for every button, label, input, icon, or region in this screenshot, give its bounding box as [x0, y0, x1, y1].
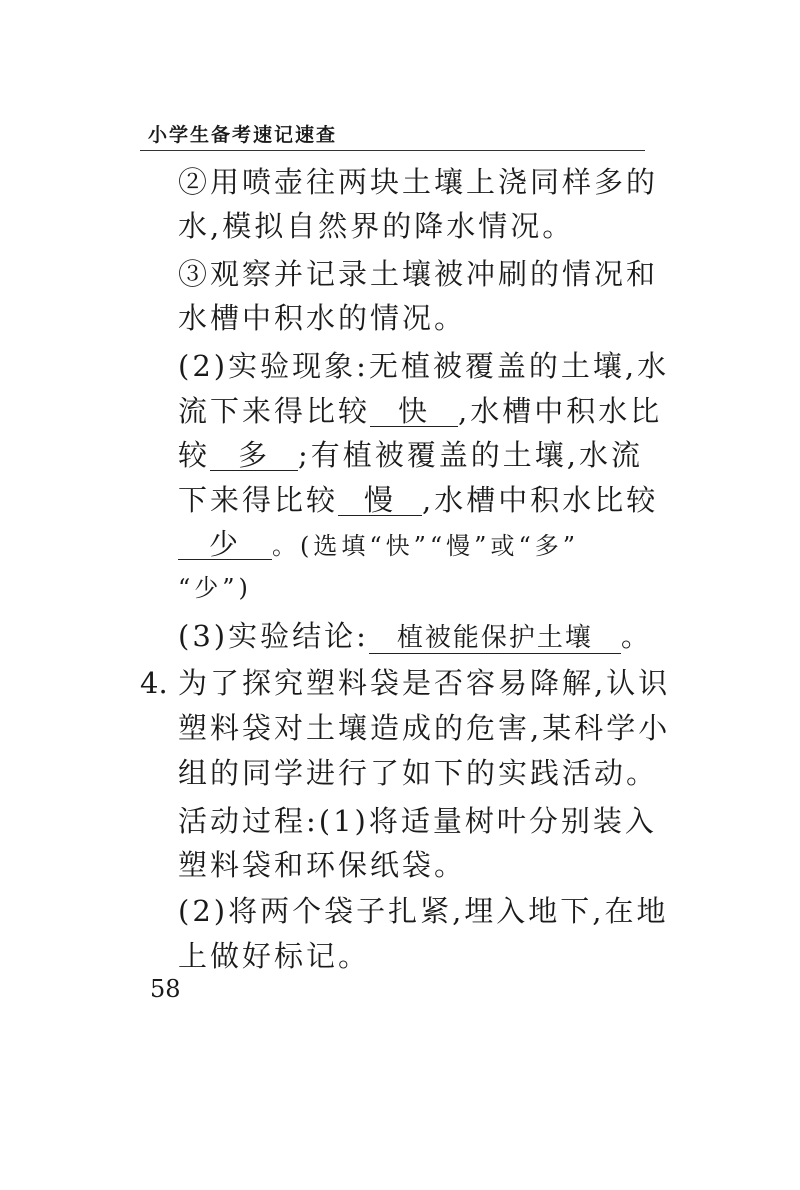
answer-blank: 植被能保护土壤 [369, 623, 621, 654]
page-number: 58 [150, 975, 181, 1003]
text-line [178, 618, 653, 654]
text-fragment: 下来得比较 [178, 483, 339, 517]
text-line: 组的同学进行了如下的实践活动。 [178, 756, 659, 790]
text-line: 塑料袋和环保纸袋。 [178, 848, 467, 882]
text-fragment: ;有植被覆盖的土壤,水流 [298, 438, 644, 472]
text-fragment: 。(选填“快”“慢”或“多” [272, 532, 579, 560]
text-line: 水槽中积水的情况。 [178, 301, 467, 335]
text-line: ②用喷壶往两块土壤上浇同样多的 [178, 165, 659, 199]
question-number: 4. [140, 666, 168, 700]
answer-blank: 快 [370, 396, 458, 427]
page-header: 小学生备考速记速查 [148, 124, 338, 146]
text-line: (2)实验现象:无植被覆盖的土壤,水 [178, 349, 670, 383]
text-line: 水,模拟自然界的降水情况。 [178, 209, 575, 243]
text-line: (2)将两个袋子扎紧,埋入地下,在地 [178, 894, 669, 928]
text-line [178, 482, 658, 518]
text-line [178, 528, 579, 564]
text-line [178, 393, 662, 429]
text-line [178, 437, 643, 473]
text-fragment: ,水槽中积水比 [458, 394, 663, 428]
text-line: 为了探究塑料袋是否容易降解,认识 [178, 666, 671, 700]
header-rule [140, 150, 645, 151]
text-fragment: 流下来得比较 [178, 394, 371, 428]
text-line: 上做好标记。 [178, 939, 371, 973]
text-fragment: (3)实验结论: [178, 619, 369, 653]
text-line: “少”) [178, 574, 252, 602]
text-fragment: ,水槽中积水比较 [422, 483, 659, 517]
text-fragment: 较 [178, 438, 211, 472]
text-fragment: 。 [620, 619, 653, 653]
text-line: 活动过程:(1)将适量树叶分别装入 [178, 804, 657, 838]
answer-blank: 多 [210, 440, 298, 471]
answer-blank: 慢 [338, 485, 422, 516]
answer-blank: 少 [178, 529, 272, 560]
text-line: ③观察并记录土壤被冲刷的情况和 [178, 257, 659, 291]
text-line: 塑料袋对土壤造成的危害,某科学小 [178, 711, 671, 745]
